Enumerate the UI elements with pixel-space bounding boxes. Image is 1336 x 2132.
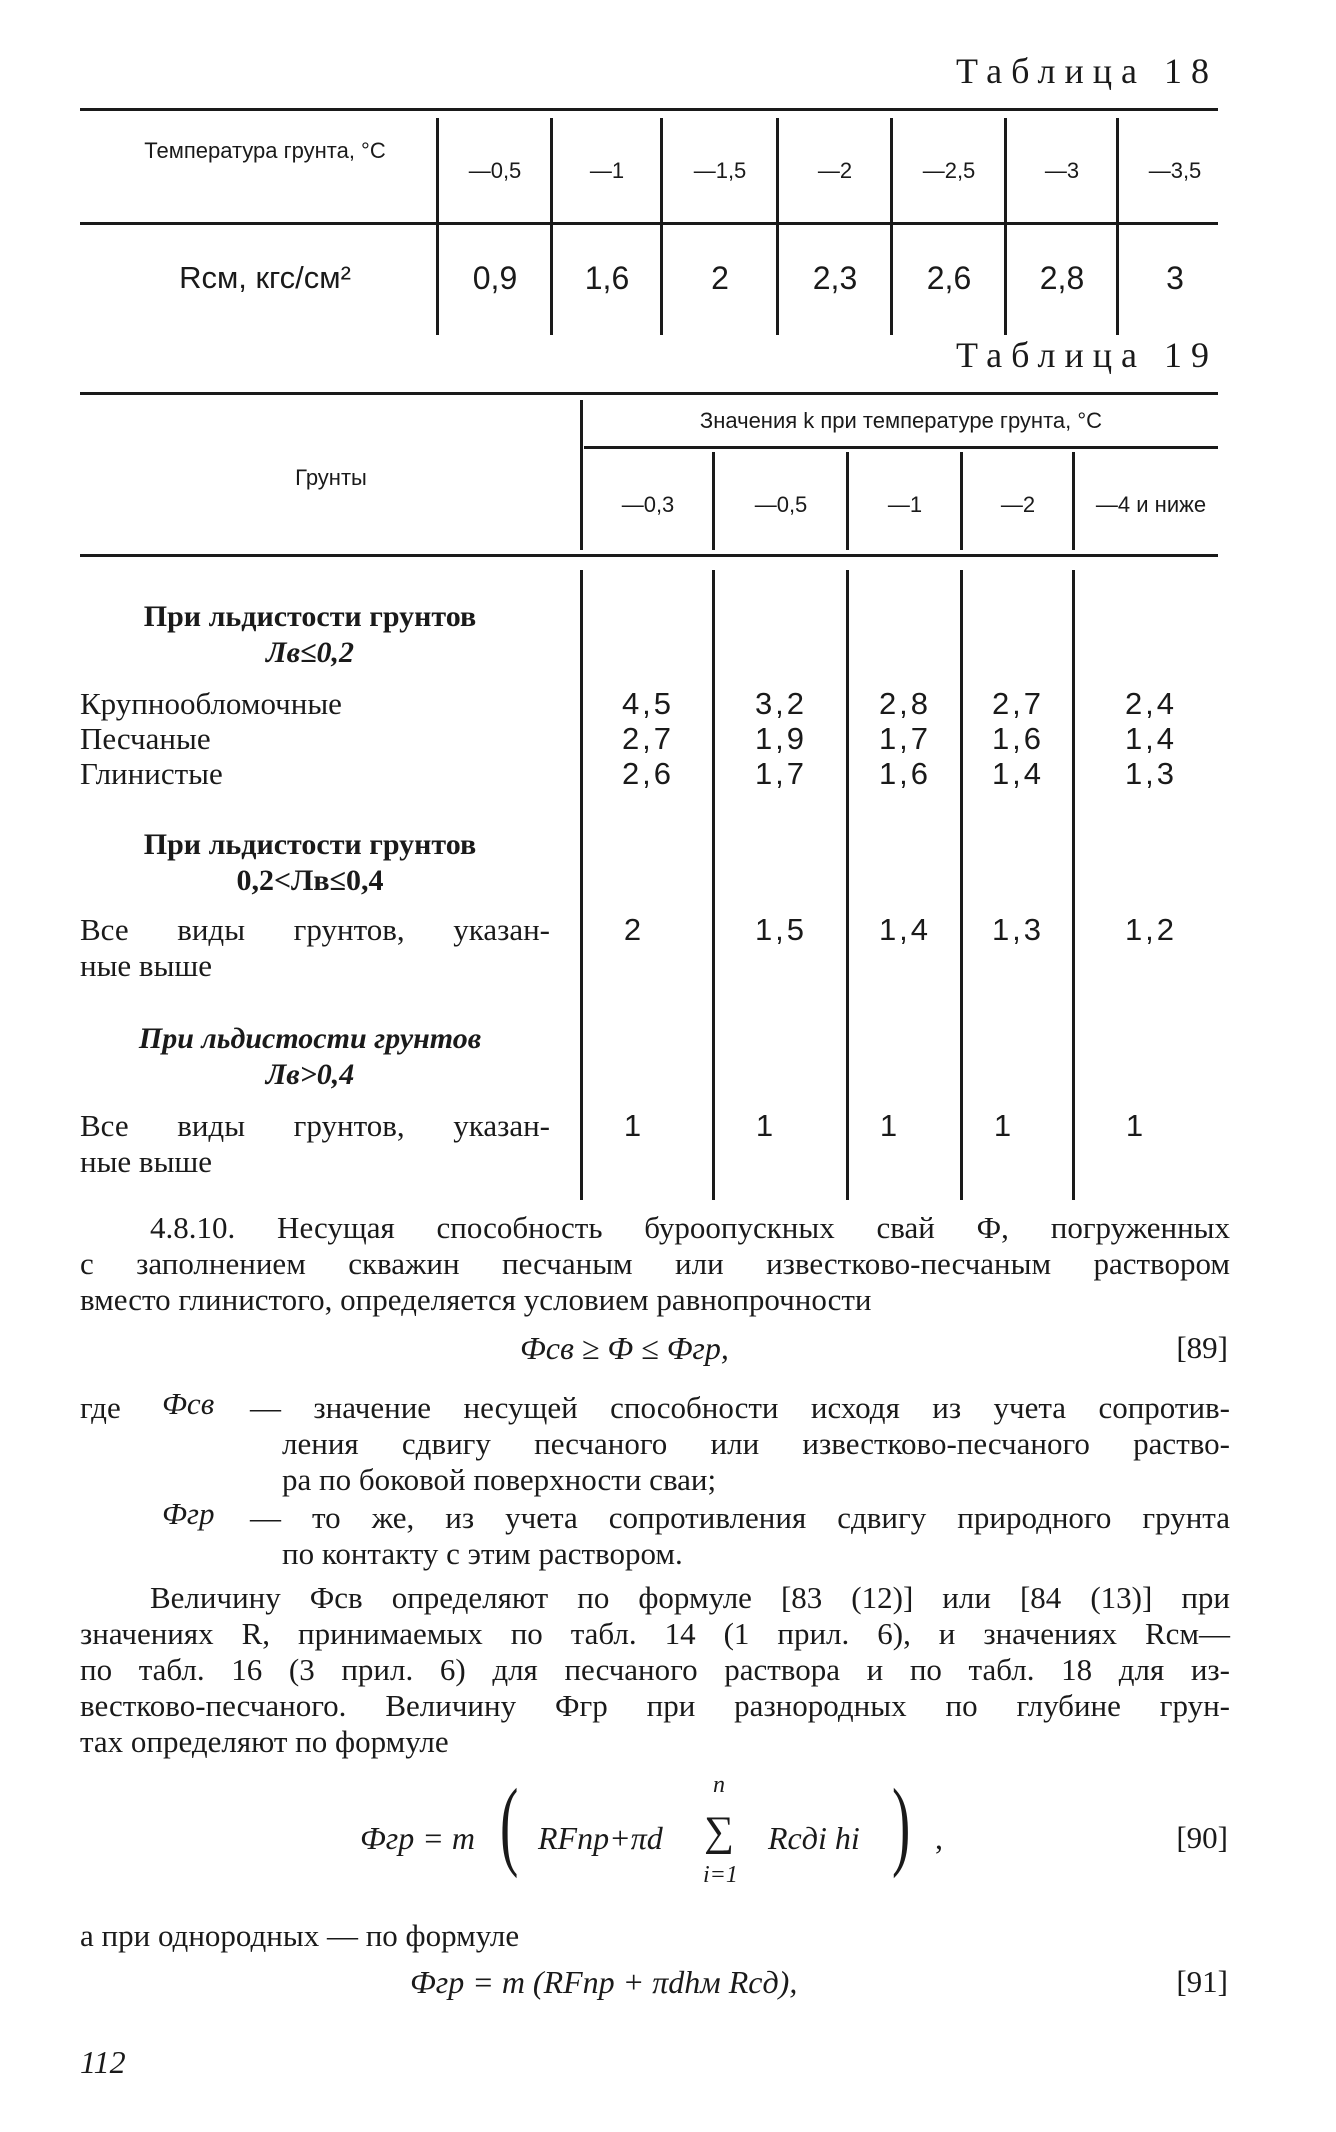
table-19-value: 1,7 (754, 756, 808, 791)
def2-symbol: Фгр (162, 1496, 215, 1531)
table-19-value: 1,4 (878, 912, 932, 947)
table-18-temp: —2,5 (922, 158, 976, 183)
table-19-value: 1 (623, 1108, 645, 1143)
table-18-divider (550, 118, 553, 335)
table-18-divider (1116, 118, 1119, 335)
table-18-divider (1004, 118, 1007, 335)
table-18-value: 2,8 (1039, 260, 1085, 296)
table-19-row-label: Крупнообломочные (80, 686, 342, 721)
table-19-divider (580, 400, 583, 550)
table-19-span-header: Значения k при температуре грунта, °С (699, 408, 1103, 433)
table-19-group-condition: 0,2<Лв≤0,4 (236, 864, 384, 897)
table-18-temp: —3,5 (1148, 158, 1202, 183)
table-18-temp: —0,5 (468, 158, 522, 183)
table-19-value: 1,4 (1124, 721, 1178, 756)
def1-symbol: Фсв (162, 1386, 215, 1421)
table-19-row-label: Все виды грунтов, указан- (80, 912, 550, 947)
table-18-value: 2 (711, 260, 729, 296)
definition-line: — значение несущей способности исходя из учета сопротив- (250, 1390, 1230, 1425)
paragraph-line: Величину Фсв определяют по формуле [83 (12)] или [84 (13)] при (150, 1580, 1230, 1615)
table-18-caption: Таблица 18 (956, 51, 1218, 91)
table-19-top-rule (80, 392, 1218, 395)
table-19-value: 1,5 (754, 912, 808, 947)
where-word: где (80, 1390, 121, 1425)
table-19-value: 2,8 (878, 686, 932, 721)
table-19-value: 1,6 (878, 756, 932, 791)
table-19-value: 2,7 (621, 721, 675, 756)
table-19-value: 1 (879, 1108, 901, 1143)
equation-91: Фгр = m (RFпр + πdhм Rсд), (410, 1964, 798, 2000)
table-19-mid-rule (80, 554, 1218, 557)
table-19-value: 1 (993, 1108, 1015, 1143)
table-18-header-label: Температура грунта, °С (144, 138, 386, 163)
paragraph-line: с заполнением скважин песчаным или известково-песчаным раствором (80, 1246, 1230, 1281)
table-18-mid-rule (80, 222, 1218, 225)
table-19-value: 2 (623, 912, 645, 947)
table-19-row-label: Все виды грунтов, указан- (80, 1108, 550, 1143)
table-18-value: 1,6 (584, 260, 630, 296)
table-19-group-condition: Лв≤0,2 (266, 636, 354, 669)
table-18-divider (890, 118, 893, 335)
table-18-value: 3 (1166, 260, 1184, 296)
table-19-divider (960, 570, 963, 1200)
equation-90-left: Фгр = m (360, 1820, 475, 1856)
equation-90-inner-a: RFпр+πd (538, 1820, 663, 1856)
paragraph-line: вместо глинистого, определяется условием равнопрочности (80, 1282, 872, 1317)
paragraph-line: значениях R, принимаемых по табл. 14 (1 прил. 6), и значениях Rсм— (80, 1616, 1230, 1651)
table-18-value: 2,6 (926, 260, 972, 296)
equation-90-sum-bottom: i=1 (703, 1862, 738, 1888)
table-19-value: 2,4 (1124, 686, 1178, 721)
table-19-row-label: Песчаные (80, 721, 211, 756)
table-18-value: 0,9 (472, 260, 518, 296)
table-19-row-label: ные выше (80, 948, 213, 983)
table-19-temp: —0,3 (621, 492, 675, 517)
table-18-temp: —3 (1044, 158, 1080, 183)
table-19-caption: Таблица 19 (956, 335, 1218, 375)
table-18-value: 2,3 (812, 260, 858, 296)
table-18-divider (436, 118, 439, 335)
definition-line: по контакту с этим раствором. (282, 1536, 683, 1571)
table-18-temp: —1 (589, 158, 625, 183)
definition-line: — то же, из учета сопротивления сдвигу природного грунта (250, 1500, 1230, 1535)
equation-90-sum-top: n (713, 1772, 725, 1798)
table-19-divider (846, 452, 849, 550)
table-19-temp: —4 и ниже (1095, 492, 1207, 517)
table-18-row-label: Rсм, кгс/см² (179, 260, 351, 295)
equation-89: Фсв ≥ Ф ≤ Фгр, (520, 1330, 729, 1366)
table-19-row-label: ные выше (80, 1144, 213, 1179)
definition-line: ра по боковой поверхности сваи; (282, 1462, 717, 1497)
paragraph-line: а при однородных — по формуле (80, 1918, 520, 1953)
table-19-value: 3,2 (754, 686, 808, 721)
definition-line: ления сдвигу песчаного или известково-песчаного раство- (282, 1426, 1230, 1461)
paragraph-line: вестково-песчаного. Величину Фгр при разнородных по глубине грун- (80, 1688, 1230, 1723)
table-19-value: 2,6 (621, 756, 675, 791)
equation-90-close-paren: ) (892, 1768, 911, 1879)
table-19-soils-header: Грунты (295, 465, 367, 490)
table-19-group-condition: Лв>0,4 (265, 1058, 355, 1091)
table-19-value: 1,3 (991, 912, 1045, 947)
paragraph-line: тах определяют по формуле (80, 1724, 449, 1759)
table-19-value: 1,3 (1124, 756, 1178, 791)
equation-90-open-paren: ( (500, 1768, 519, 1879)
equation-90-tail: , (935, 1820, 943, 1856)
table-19-value: 1,9 (754, 721, 808, 756)
table-19-row-label: Глинистые (80, 756, 223, 791)
equation-90-inner-b: Rсдi hi (768, 1820, 860, 1856)
equation-90-sum-sign: ∑ (704, 1809, 734, 1855)
table-19-value: 1,7 (878, 721, 932, 756)
table-19-divider (712, 570, 715, 1200)
table-19-value: 2,7 (991, 686, 1045, 721)
table-19-group-title: При льдистости грунтов (143, 828, 477, 861)
table-19-divider (846, 570, 849, 1200)
equation-91-number: [91] (1176, 1964, 1228, 1999)
table-19-divider (1072, 452, 1075, 550)
table-19-divider (1072, 570, 1075, 1200)
table-18-divider (660, 118, 663, 335)
table-19-temp: —1 (887, 492, 923, 517)
table-18-divider (776, 118, 779, 335)
paragraph-line: 4.8.10. Несущая способность буроопускных свай Ф, погруженных (150, 1210, 1230, 1245)
table-18-temp: —1,5 (693, 158, 747, 183)
equation-90-number: [90] (1176, 1820, 1228, 1855)
table-19-value: 1,2 (1124, 912, 1178, 947)
table-19-divider (580, 570, 583, 1200)
table-19-temp: —2 (1000, 492, 1036, 517)
table-19-span-rule (584, 446, 1218, 449)
table-18-top-rule (80, 108, 1218, 111)
table-19-value: 4,5 (621, 686, 675, 721)
table-19-value: 1,6 (991, 721, 1045, 756)
page-number: 112 (80, 2044, 126, 2080)
table-19-group-title: При льдистости грунтов (143, 600, 477, 633)
table-19-divider (712, 452, 715, 550)
table-19-temp: —0,5 (754, 492, 808, 517)
table-19-group-title: При льдистости грунтов (138, 1022, 482, 1055)
table-19-divider (960, 452, 963, 550)
equation-89-number: [89] (1176, 1330, 1228, 1365)
table-19-value: 1 (1125, 1108, 1147, 1143)
table-19-value: 1,4 (991, 756, 1045, 791)
table-19-value: 1 (755, 1108, 777, 1143)
table-18-temp: —2 (817, 158, 853, 183)
paragraph-line: по табл. 16 (3 прил. 6) для песчаного раствора и по табл. 18 для из- (80, 1652, 1230, 1687)
